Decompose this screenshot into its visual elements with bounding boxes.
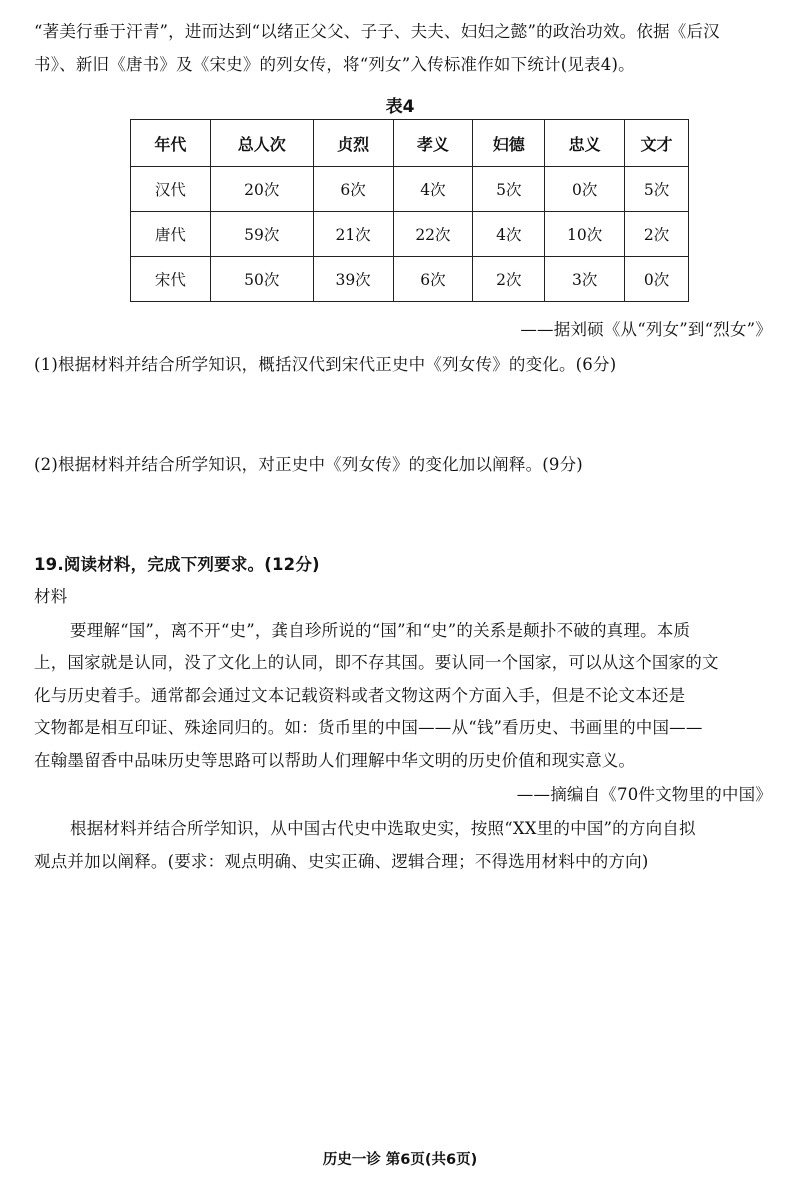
material-line-4: 文物都是相互印证、殊途同归的。如：货币里的中国——从“钱”看历史、书画里的中国—— <box>34 718 703 737</box>
table-cell: 2次 <box>625 212 689 257</box>
table-header-row <box>131 120 689 167</box>
table-cell: 4次 <box>393 167 473 212</box>
question-18-part-1: (1)根据材料并结合所学知识，概括汉代到宋代正史中《列女传》的变化。(6分) <box>34 355 617 374</box>
table-row <box>131 167 689 212</box>
table-cell: 5次 <box>625 167 689 212</box>
table-cell: 39次 <box>313 257 393 302</box>
table-cell: 6次 <box>393 257 473 302</box>
table-cell: 宋代 <box>131 257 211 302</box>
header-total: 总人次 <box>210 120 313 167</box>
table-cell: 0次 <box>545 167 625 212</box>
material-line-3: 化与历史着手。通常都会通过文本记载资料或者文物这两个方面入手，但是不论文本还是 <box>34 686 686 705</box>
material-line-1: 要理解“国”，离不开“史”，龚自珍所说的“国”和“史”的关系是颠扑不破的真理。本质 <box>70 621 691 640</box>
table-cell: 唐代 <box>131 212 211 257</box>
header-talent: 文才 <box>625 120 689 167</box>
table-cell: 2次 <box>473 257 545 302</box>
table-cell: 4次 <box>473 212 545 257</box>
table-cell: 10次 <box>545 212 625 257</box>
table-cell: 20次 <box>210 167 313 212</box>
table-cell: 21次 <box>313 212 393 257</box>
page-footer: 历史一诊 第6页(共6页) <box>322 1152 478 1168</box>
material-source: ——摘编自《70件文物里的中国》 <box>516 785 772 804</box>
statistics-table <box>130 119 689 302</box>
table-source: ——据刘硕《从“列女”到“烈女”》 <box>520 320 772 339</box>
table-cell: 0次 <box>625 257 689 302</box>
material-line-2: 上，国家就是认同，没了文化上的认同，即不存其国。要认同一个国家，可以从这个国家的文 <box>34 653 719 672</box>
header-chastity: 贞烈 <box>313 120 393 167</box>
intro-line-2: 书》、新旧《唐书》及《宋史》的列女传，将“列女”入传标准作如下统计(见表4)。 <box>34 55 635 74</box>
material-label: 材料 <box>34 587 68 606</box>
material-line-5: 在翰墨留香中品味历史等思路可以帮助人们理解中华文明的历史价值和现实意义。 <box>34 751 636 770</box>
table-cell: 22次 <box>393 212 473 257</box>
header-era: 年代 <box>131 120 211 167</box>
table-cell: 汉代 <box>131 167 211 212</box>
task-line-1: 根据材料并结合所学知识，从中国古代史中选取史实，按照“XX里的中国”的方向自拟 <box>70 819 696 838</box>
header-loyalty: 忠义 <box>545 120 625 167</box>
table-cell: 6次 <box>313 167 393 212</box>
table-title: 表4 <box>385 97 415 117</box>
task-line-2: 观点并加以阐释。(要求：观点明确、史实正确、逻辑合理；不得选用材料中的方向) <box>34 852 649 871</box>
table-cell: 5次 <box>473 167 545 212</box>
header-filial: 孝义 <box>393 120 473 167</box>
header-virtue: 妇德 <box>473 120 545 167</box>
table-row <box>131 257 689 302</box>
table-cell: 59次 <box>210 212 313 257</box>
table-cell: 50次 <box>210 257 313 302</box>
question-18-part-2: (2)根据材料并结合所学知识，对正史中《列女传》的变化加以阐释。(9分) <box>34 455 583 474</box>
intro-line-1: “著美行垂于汗青”，进而达到“以绪正父父、子子、夫夫、妇妇之懿”的政治功效。依据《后汉 <box>34 22 720 41</box>
question-19-heading: 19.阅读材料，完成下列要求。(12分) <box>34 555 320 574</box>
table-row <box>131 212 689 257</box>
table-cell: 3次 <box>545 257 625 302</box>
